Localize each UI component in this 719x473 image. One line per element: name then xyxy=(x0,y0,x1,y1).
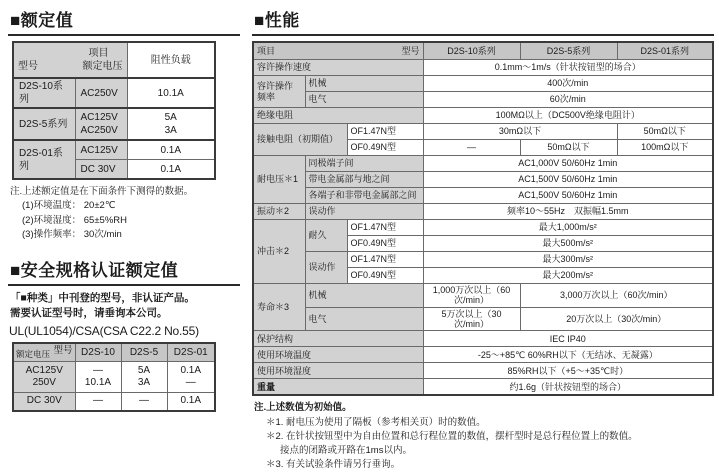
header-item-label: 项目 xyxy=(257,45,276,56)
safety-corner-cell xyxy=(13,343,75,361)
row-label: 使用环境湿度 xyxy=(253,363,423,379)
row-value: 400次/min xyxy=(423,76,713,92)
perf-row-speed xyxy=(253,60,713,76)
sub-label: 电气 xyxy=(305,92,423,108)
load-cell xyxy=(127,108,215,140)
row-value: — xyxy=(423,140,520,156)
load-cell: 0.1A xyxy=(127,160,215,180)
value-cell: — xyxy=(75,393,121,412)
row-label: 冲击＊2 xyxy=(253,220,305,284)
row-label: 重量 xyxy=(253,379,423,396)
row-value: 0.1mm～1m/s（针状按钮型的场合） xyxy=(423,60,713,76)
row-value: 100MΩ以上（DC500V绝缘电阻计） xyxy=(423,108,713,124)
sub-label: 误动作 xyxy=(305,252,347,284)
row-value: 60次/min xyxy=(423,92,713,108)
note-line: 注.上述数值为初始值。 xyxy=(254,402,352,414)
load-line: 3A xyxy=(164,125,177,136)
row-value: AC1,500V 50/60Hz 1min xyxy=(423,188,713,204)
corner-item-label: 项目 xyxy=(88,48,109,59)
row-label: 接触电阻（初期值） xyxy=(253,124,347,156)
performance-table xyxy=(252,41,714,396)
note-line: (3)操作频率： 30次/min xyxy=(22,228,122,240)
column-header-d2s01: D2S-01系列 xyxy=(617,42,713,60)
perf-header-row xyxy=(253,42,713,60)
row-value: 最大1,000m/s² xyxy=(423,220,713,236)
perf-row-life-mech xyxy=(253,284,713,308)
model-cell: D2S-5系列 xyxy=(13,108,75,140)
value-cell: 5A 3A xyxy=(121,362,167,393)
rated-row-d2s10 xyxy=(13,78,215,108)
type-label: OF1.47N型 xyxy=(347,220,423,236)
safety-row-ac xyxy=(13,362,215,393)
rated-notes xyxy=(8,185,240,242)
note-line: (2)环境湿度： 65±5%RH xyxy=(22,214,127,226)
type-label: OF0.49N型 xyxy=(347,140,423,156)
perf-row-frequency-elec xyxy=(253,92,713,108)
safety-header-row xyxy=(13,343,215,361)
perf-corner-cell xyxy=(253,42,423,60)
voltage-cell: AC250V xyxy=(75,78,127,108)
row-label: 保护结构 xyxy=(253,331,423,347)
paragraph-line: 「■种类」中刊登的型号，非认证产品。 xyxy=(10,292,195,304)
left-column xyxy=(8,6,240,412)
corner-model-label: 型号 xyxy=(18,61,38,72)
row-label: 使用环境温度 xyxy=(253,347,423,363)
load-cell: 0.1A xyxy=(127,140,215,160)
row-value: IEC IP40 xyxy=(423,331,713,347)
right-column xyxy=(252,6,714,473)
row-value: 50mΩ以下 xyxy=(617,124,713,140)
type-label: OF1.47N型 xyxy=(347,124,423,140)
corner-model-label: 型号 xyxy=(53,345,73,357)
column-header-d2s5: D2S-5系列 xyxy=(520,42,617,60)
row-label: 耐电压＊1 xyxy=(253,156,305,204)
perf-row-ambient-temp xyxy=(253,347,713,363)
note-line: ＊1. 耐电压为使用了隔板（参考相关页）时的数值。 xyxy=(266,416,486,428)
value-cell: — xyxy=(121,393,167,412)
voltage-cell: AC125V xyxy=(75,140,127,160)
sub-label: 同极端子间 xyxy=(305,156,423,172)
perf-row-shock-malfunction-of147 xyxy=(253,252,713,268)
row-label: 振动＊2 xyxy=(253,204,305,220)
voltage-line: AC250V xyxy=(80,125,118,136)
row-value: 频率10～55Hz 双振幅1.5mm xyxy=(423,204,713,220)
perf-row-withstand-3 xyxy=(253,188,713,204)
row-value: 最大500m/s² xyxy=(423,236,713,252)
voltage-cell xyxy=(75,108,127,140)
row-value: 30mΩ以下 xyxy=(423,124,617,140)
sub-label: 机械 xyxy=(305,284,423,308)
rated-header-row xyxy=(13,42,215,78)
sub-label: 机械 xyxy=(305,76,423,92)
perf-row-withstand-2 xyxy=(253,172,713,188)
rated-corner-cell xyxy=(13,42,127,78)
voltage-line: AC125V xyxy=(80,112,118,123)
resistive-load-header: 阻性负载 xyxy=(127,42,215,78)
note-line: 接点的闭路或开路在1ms以内。 xyxy=(280,445,412,457)
rated-row-d2s01-a xyxy=(13,140,215,160)
model-cell: D2S-10系列 xyxy=(13,78,75,108)
type-label: OF1.47N型 xyxy=(347,252,423,268)
note-line: (1)环境温度： 20±2℃ xyxy=(22,200,116,212)
row-value: 85%RH以下（+5～+35℃时） xyxy=(423,363,713,379)
row-label: 绝缘电阻 xyxy=(253,108,423,124)
voltage-label-cell: DC 30V xyxy=(13,393,75,412)
row-value: 100mΩ以下 xyxy=(617,140,713,156)
column-header-d2s5: D2S-5 xyxy=(121,343,167,361)
header-model-label: 型号 xyxy=(401,45,420,56)
row-label: 容许操作 频率 xyxy=(253,76,305,108)
voltage-cell: DC 30V xyxy=(75,160,127,180)
perf-row-shock-durable-of147 xyxy=(253,220,713,236)
performance-notes xyxy=(252,401,714,472)
row-value: 50mΩ以下 xyxy=(520,140,617,156)
column-header-d2s10: D2S-10系列 xyxy=(423,42,520,60)
row-value: AC1,500V 50/60Hz 1min xyxy=(423,172,713,188)
sub-label: 耐久 xyxy=(305,220,347,252)
safety-ratings-table xyxy=(12,342,216,412)
sub-label: 各端子和非带电金属部之间 xyxy=(305,188,423,204)
row-value: 5万次以上（30次/min） xyxy=(423,307,520,331)
value-cell: 0.1A xyxy=(167,393,215,412)
perf-row-ambient-humidity xyxy=(253,363,713,379)
standards-line: UL(UL1054)/CSA(CSA C22.2 No.55) xyxy=(9,324,199,339)
safety-row-dc xyxy=(13,393,215,412)
perf-row-life-elec xyxy=(253,307,713,331)
voltage-line: 250V xyxy=(32,377,56,389)
perf-row-contact-of147 xyxy=(253,124,713,140)
perf-row-frequency-mech xyxy=(253,76,713,92)
row-value: 1,000万次以上（60次/min） xyxy=(423,284,520,308)
row-value: 最大300m/s² xyxy=(423,252,713,268)
perf-row-protection xyxy=(253,331,713,347)
row-value: 约1.6g（针状按钮型的场合） xyxy=(423,379,713,396)
column-header-d2s01: D2S-01 xyxy=(167,343,215,361)
paragraph-line: 需要认证型号时，请垂询本公司。 xyxy=(10,307,168,320)
value-cell: — 10.1A xyxy=(75,362,121,393)
safety-ratings-title: ■安全规格认证额定值 xyxy=(8,256,240,286)
type-label: OF0.49N型 xyxy=(347,268,423,284)
note-line: ＊2. 在针状按钮型中为自由位置和总行程位置的数值，摆杆型时是总行程位置上的数值。 xyxy=(266,430,638,442)
note-line: ＊3. 有关试验条件请另行垂询。 xyxy=(266,459,401,471)
rated-values-table xyxy=(12,41,216,180)
voltage-label-cell xyxy=(13,362,75,393)
rated-values-title: ■额定值 xyxy=(8,6,240,36)
corner-voltage-label: 额定电压 xyxy=(82,61,123,72)
value-cell: 0.1A — xyxy=(167,362,215,393)
safety-paragraph xyxy=(10,291,240,321)
note-line: 注.上述额定值是在下面条件下测得的数据。 xyxy=(10,186,194,197)
row-value: 3,000万次以上（60次/min） xyxy=(520,284,713,308)
row-value: -25～+85℃ 60%RH以下（无结冰、无凝露） xyxy=(423,347,713,363)
perf-row-weight xyxy=(253,379,713,396)
perf-row-insulation xyxy=(253,108,713,124)
perf-row-withstand-1 xyxy=(253,156,713,172)
load-cell: 10.1A xyxy=(127,78,215,108)
sub-label: 带电金属部与地之间 xyxy=(305,172,423,188)
model-cell: D2S-01系列 xyxy=(13,140,75,179)
voltage-line: AC125V xyxy=(25,364,63,376)
sub-label: 误动作 xyxy=(305,204,423,220)
sub-label: 电气 xyxy=(305,307,423,331)
row-label: 容许操作速度 xyxy=(253,60,423,76)
row-value: AC1,000V 50/60Hz 1min xyxy=(423,156,713,172)
column-header-d2s10: D2S-10 xyxy=(75,343,121,361)
corner-voltage-label: 额定电压 xyxy=(16,349,51,360)
rated-row-d2s5 xyxy=(13,108,215,140)
row-value: 最大200m/s² xyxy=(423,268,713,284)
row-label: 寿命＊3 xyxy=(253,284,305,331)
row-value: 20万次以上（30次/min） xyxy=(520,307,713,331)
perf-row-vibration xyxy=(253,204,713,220)
performance-title: ■性能 xyxy=(252,6,714,36)
load-line: 5A xyxy=(164,112,177,123)
type-label: OF0.49N型 xyxy=(347,236,423,252)
